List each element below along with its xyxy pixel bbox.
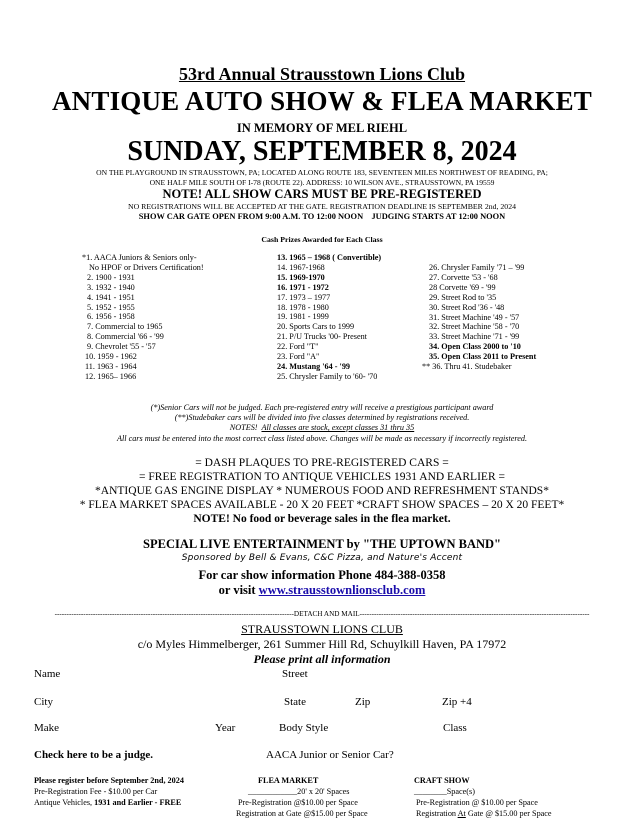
entertainment-title: SPECIAL LIVE ENTERTAINMENT by "THE UPTOWN BAND" [143,537,501,551]
class-item: 12. 1965– 1966 [85,371,137,381]
gate-line: SHOW CAR GATE OPEN FROM 9:00 A.M. TO 12:00 NOON JUDGING STARTS AT 12:00 NOON [138,212,506,221]
class-item: 5. 1952 - 1955 [87,302,135,312]
flea-spaces-blank[interactable]: ____________20' x 20' Spaces [248,787,350,796]
antique-prefix: Antique Vehicles, [34,798,95,807]
class-item: 9. Chevrolet '55 - '57 [87,342,156,352]
class-item: 3. 1932 - 1940 [87,282,135,292]
feature-gas-engine: *ANTIQUE GAS ENGINE DISPLAY * NUMEROUS FOOD AND REFRESHMENT STANDS* [95,485,549,497]
craft-gate-price [416,809,552,818]
note-classes: All cars must be entered into the most correct class listed above. Changes will be made as necessary if incorrectly registered. [116,434,528,443]
website-link[interactable]: www.strausstownlionsclub.com [258,583,426,597]
note-senior: (*)Senior Cars will not be judged. Each pre-registered entry will receive a prestigious participant award [150,403,494,412]
location-line-1: ON THE PLAYGROUND IN STRAUSSTOWN, PA; LOCATED ALONG ROUTE 183, SEVENTEEN MILES NORTHWEST OF READING, PA; [96,168,548,177]
class-item: No HPOF or Drivers Certification! [89,262,204,272]
class-item: 14. 1967-1968 [277,262,325,272]
class-item: 8. Commercial '66 - '99 [87,332,164,342]
sponsor-line: Sponsored by Bell & Evans, C&C Pizza, and Nature's Accent [181,553,463,563]
craft-spaces-blank[interactable]: ________Space(s) [414,787,475,796]
class-item: 29. Street Rod to '35 [429,292,497,302]
make-field-label[interactable]: Make [34,722,60,734]
class-item: *1. AACA Juniors & Seniors only- [82,253,197,262]
club-heading: 53rd Annual Strausstown Lions Club [178,64,466,84]
class-item: 13. 1965 – 1968 ( Convertible) [277,253,382,262]
craft-gate-prefix: Registration [416,809,458,818]
class-item: 20. Sports Cars to 1999 [277,322,355,332]
class-item: 17. 1973 – 1977 [277,292,331,302]
mail-club-name: STRAUSSTOWN LIONS CLUB [241,622,403,636]
website-prefix: or visit [218,583,259,597]
event-title: ANTIQUE AUTO SHOW & FLEA MARKET [51,86,593,116]
flea-gate-price: Registration at Gate @$15.00 per Space [236,809,368,818]
judge-checkbox-label[interactable]: Check here to be a judge. [34,749,153,761]
class-item: 27. Corvette '53 - '68 [429,272,498,282]
street-field-label[interactable]: Street [282,668,308,680]
class-item: 23. Ford "A" [277,352,320,362]
note-studebaker: (**)Studebaker cars will be divided into five classes determined by registrations received. [174,413,470,422]
class-item: 26. Chrysler Family '71 – '99 [429,263,525,272]
class-item: 30. Street Rod '36 - '48 [429,302,505,312]
class-item: 16. 1971 - 1972 [277,282,329,292]
class-column-3 [422,263,536,372]
prereg-fee: Pre-Registration Fee - $10.00 per Car [34,787,158,796]
class-item: 15. 1969-1970 [277,272,325,282]
craft-gate-suffix: Gate @ $15.00 per Space [465,809,552,818]
class-item: 6. 1956 - 1958 [87,312,135,322]
location-line-2: ONE HALF MILE SOUTH OF I-78 (ROUTE 22). ADDRESS: 10 WILSON AVE., STRAUSSTOWN, PA 19559 [149,178,495,187]
class-item: 10. 1959 - 1962 [85,352,137,362]
antique-free-line [34,798,181,807]
feature-flea-craft: * FLEA MARKET SPACES AVAILABLE - 20 X 20 FEET *CRAFT SHOW SPACES – 20 X 20 FEET* [79,499,565,511]
class-item: 34. Open Class 2000 to '10 [429,342,521,352]
detach-line: ----------------------------------------------------------------------------------------------------DETACH AND MAIL------------------------------------------------------------------------------------------------ [54,610,590,618]
prize-heading: Cash Prizes Awarded for Each Class [261,235,383,244]
register-before: Please register before September 2nd, 2024 [34,776,184,785]
website-line [0,583,644,598]
class-column-2 [277,253,381,382]
feature-no-food-note: NOTE! No food or beverage sales in the flea market. [193,513,451,525]
class-item: 31. Street Machine '49 - '57 [429,312,520,322]
note-stock [0,423,644,432]
class-item: ** 36. Thru 41. Studebaker [422,362,512,372]
antique-free: 1931 and Earlier - FREE [94,798,182,807]
flea-market-title: FLEA MARKET [258,776,319,785]
name-field-label[interactable]: Name [34,668,61,680]
class-item: 4. 1941 - 1951 [87,292,135,302]
city-field-label[interactable]: City [34,696,53,708]
notes-label: NOTES! [229,423,258,432]
memory-line: IN MEMORY OF MEL RIEHL [236,121,408,135]
class-item: 21. P/U Trucks '00- Present [277,332,367,342]
state-field-label[interactable]: State [284,696,306,708]
craft-gate-at: At [457,809,466,818]
zip4-field-label[interactable]: Zip +4 [442,696,472,708]
body-style-field-label[interactable]: Body Style [279,722,329,734]
year-field-label[interactable]: Year [215,722,236,734]
class-item: 32. Street Machine '58 - '70 [429,322,520,332]
class-field-label[interactable]: Class [443,722,467,734]
mail-address: c/o Myles Himmelberger, 261 Summer Hill Rd, Schuylkill Haven, PA 17972 [137,637,507,651]
class-item: 7. Commercial to 1965 [87,322,163,332]
phone-line: For car show information Phone 484-388-0358 [198,568,446,582]
class-item: 2. 1900 - 1931 [87,272,135,282]
prereg-note: NOTE! ALL SHOW CARS MUST BE PRE-REGISTERED [162,187,482,201]
zip-field-label[interactable]: Zip [355,696,371,708]
class-column-1 [82,253,204,382]
class-item: 35. Open Class 2011 to Present [429,352,537,362]
feature-free-registration: = FREE REGISTRATION TO ANTIQUE VEHICLES 1931 AND EARLIER = [139,471,505,483]
class-item: 11. 1963 - 1964 [85,361,137,371]
class-item: 18. 1978 - 1980 [277,302,329,312]
deadline-line: NO REGISTRATIONS WILL BE ACCEPTED AT THE GATE. REGISTRATION DEADLINE IS SEPTEMBER 2nd, 2024 [127,202,517,211]
class-item: 22. Ford "T" [277,342,319,352]
class-item: 33. Street Machine '71 - '99 [429,332,520,342]
craft-show-title: CRAFT SHOW [414,776,470,785]
class-item: 19. 1981 - 1999 [277,312,329,322]
notes-stock-text: All classes are stock, except classes 31 thru 35 [261,423,415,432]
flea-prereg-price: Pre-Registration @$10.00 per Space [238,798,358,807]
feature-dash-plaques: = DASH PLAQUES TO PRE-REGISTERED CARS = [195,457,449,469]
class-item: 25. Chrysler Family to '60- '70 [277,371,378,381]
aaca-question[interactable]: AACA Junior or Senior Car? [266,749,394,761]
print-instruction: Please print all information [253,652,391,666]
class-item: 24. Mustang '64 - '99 [277,361,351,371]
class-item: 28 Corvette '69 - '99 [429,282,496,292]
event-date: SUNDAY, SEPTEMBER 8, 2024 [127,136,517,167]
craft-prereg-price: Pre-Registration @ $10.00 per Space [416,798,538,807]
